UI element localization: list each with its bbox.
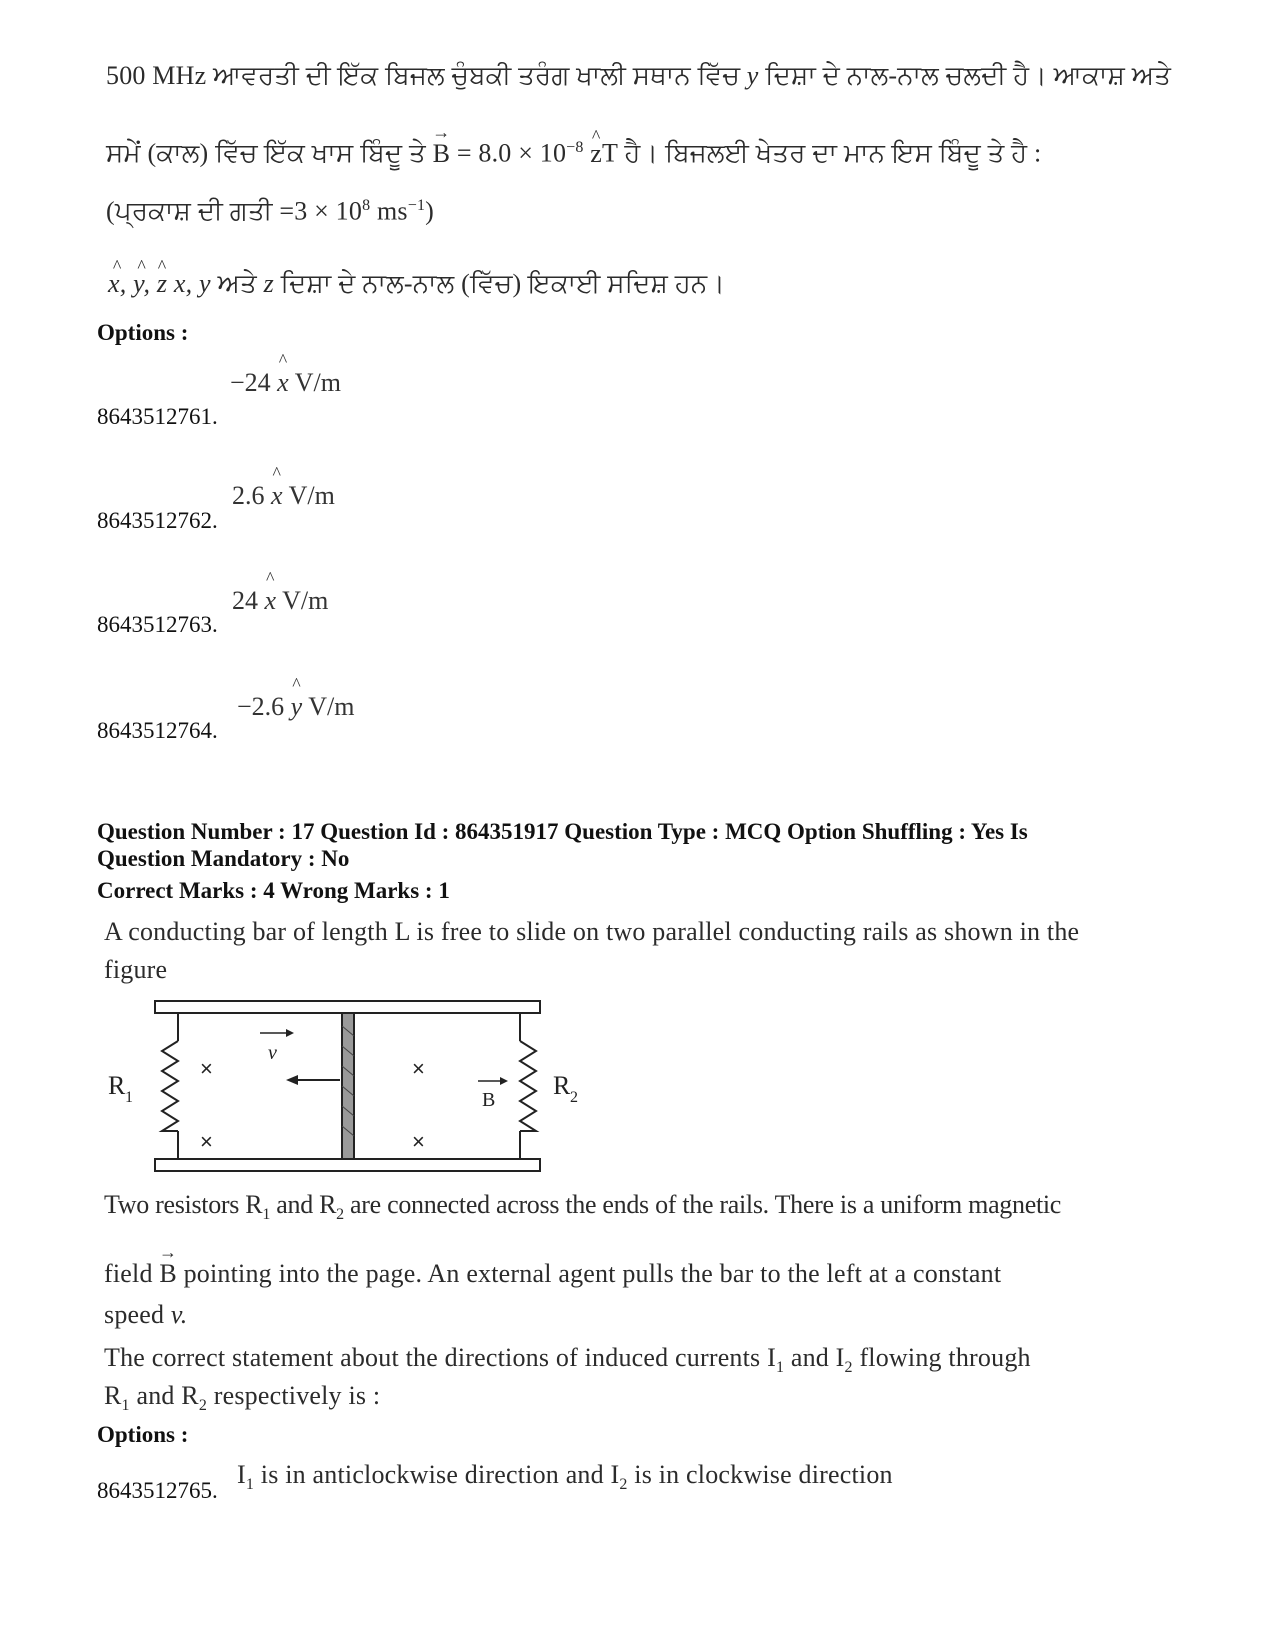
option-unit: V/m <box>282 586 329 615</box>
sub: 2 <box>619 1476 628 1494</box>
q17-marks: Correct Marks : 4 Wrong Marks : 1 <box>97 878 450 903</box>
q16-tesla: T <box>602 138 618 168</box>
q16-and: ਅਤੇ <box>217 269 257 298</box>
q16-light-value: =3 × 10 <box>279 196 363 226</box>
q16-line4 <box>108 264 725 304</box>
q16-light-unit: ms <box>376 196 408 226</box>
q17-para1 <box>104 1185 1061 1235</box>
q16-z: z <box>263 269 274 298</box>
b-vector: → B <box>433 134 451 174</box>
x-hat: ^ x <box>265 586 277 616</box>
rail-circuit-figure <box>100 996 590 1176</box>
option-unit: V/m <box>288 481 335 510</box>
sub: 1 <box>121 1397 130 1415</box>
q16-light-exp: 8 <box>362 197 371 214</box>
resistor-r1 <box>162 1041 178 1131</box>
field-cross: × <box>412 1129 425 1154</box>
option-1-id: 8643512761. <box>97 404 218 429</box>
b-vector: → B <box>159 1254 177 1294</box>
option-coef: 24 <box>232 586 258 615</box>
option-coef: −24 <box>230 368 271 397</box>
q16-light-unit-exp: −1 <box>407 197 426 214</box>
x-hat: ^ x, <box>108 264 126 304</box>
text: pointing into the page. An external agent pulls the bar to the left at a constant <box>183 1259 1002 1288</box>
q16-line1-text2: ਦਿਸ਼ਾ ਦੇ ਨਾਲ-ਨਾਲ ਚਲਦੀ ਹੈ। ਆਕਾਸ਼ ਅਤੇ <box>765 61 1172 90</box>
option-coef: 2.6 <box>232 481 265 510</box>
text: The correct statement about the directions of induced currents I <box>104 1343 776 1372</box>
sub: 1 <box>262 1206 271 1224</box>
q16-line4-text: ਦਿਸ਼ਾ ਦੇ ਨਾਲ-ਨਾਲ (ਵਿੱਚ) ਇਕਾਈ ਸਦਿਸ਼ ਹਨ। <box>280 269 726 298</box>
q17-header-line2: Question Mandatory : No <box>97 846 350 871</box>
option-1-expr[interactable] <box>230 368 341 398</box>
text: and R <box>136 1381 199 1410</box>
q16-freq: 500 MHz <box>106 61 207 90</box>
q16-light-label: (ਪ੍ਰਕਾਸ਼ ਦੀ ਗਤੀ <box>106 196 273 226</box>
text: I <box>237 1460 246 1489</box>
text: field <box>104 1259 153 1288</box>
z-hat-2: ^ z <box>157 264 167 304</box>
sub: 2 <box>198 1397 208 1415</box>
y-hat: ^ y, <box>133 264 150 304</box>
text: speed <box>104 1300 165 1329</box>
option-2-id: 8643512762. <box>97 508 218 533</box>
q16-b-value: = 8.0 × 10 <box>456 138 567 168</box>
x-hat: ^ x <box>271 481 283 511</box>
q16-b-exp: −8 <box>566 139 584 156</box>
x-hat: ^ x <box>277 368 289 398</box>
r2-label: R <box>553 1071 571 1100</box>
field-cross: × <box>200 1056 213 1081</box>
q17-options-label: Options : <box>97 1422 189 1447</box>
sub: 1 <box>245 1476 255 1494</box>
r2-sub: 2 <box>570 1089 578 1106</box>
option-3-id: 8643512763. <box>97 612 218 637</box>
q16-xy: x, y <box>173 269 211 298</box>
option-3-expr[interactable] <box>232 586 328 616</box>
option-4-id: 8643512764. <box>97 718 218 743</box>
field-cross: × <box>412 1056 425 1081</box>
q16-line2-text: ਸਮੇਂ (ਕਾਲ) ਵਿੱਚ ਇੱਕ ਖਾਸ ਬਿੰਦੂ ਤੇ <box>106 138 426 168</box>
z-hat: ^ z <box>590 134 602 174</box>
field-label: B <box>482 1089 496 1111</box>
option-4-expr[interactable] <box>237 692 354 722</box>
top-rail <box>155 1001 540 1013</box>
option-coef: −2.6 <box>237 692 285 721</box>
q17-para3 <box>104 1295 187 1335</box>
q17-option-1-id: 8643512765. <box>97 1478 218 1503</box>
text: is in anticlockwise direction and I <box>260 1460 620 1489</box>
q17-option-1-text[interactable] <box>237 1455 893 1505</box>
text: Two resistors R <box>104 1190 263 1219</box>
option-unit: V/m <box>294 368 341 397</box>
option-2-expr[interactable] <box>232 481 335 511</box>
q17-para5 <box>104 1376 380 1426</box>
text: respectively is : <box>213 1381 381 1410</box>
sub: 2 <box>844 1359 853 1377</box>
q16-close-paren: ) <box>425 196 435 226</box>
sub: 1 <box>775 1359 785 1377</box>
option-unit: V/m <box>308 692 355 721</box>
sub: 2 <box>336 1206 344 1224</box>
text: and R <box>276 1190 337 1219</box>
speed-var: v. <box>170 1300 188 1329</box>
text: flowing through <box>859 1343 1031 1372</box>
q17-header-line1: Question Number : 17 Question Id : 864351917 Question Type : MCQ Option Shuffling : Yes Is <box>97 819 1028 844</box>
text: is in clockwise direction <box>634 1460 893 1489</box>
bottom-rail <box>155 1159 540 1171</box>
velocity-label: v <box>268 1042 277 1064</box>
field-cross: × <box>200 1129 213 1154</box>
q17-intro-line2: figure <box>104 955 168 984</box>
text: R <box>104 1381 122 1410</box>
q16-line2 <box>106 128 1041 174</box>
r1-sub: 1 <box>125 1089 133 1106</box>
text: are connected across the ends of the rails. There is a uniform magnetic <box>350 1190 1062 1219</box>
q16-y-var: y <box>746 61 759 90</box>
q16-line3 <box>106 186 434 232</box>
q16-options-label: Options : <box>97 320 189 345</box>
q16-line1 <box>106 56 1171 96</box>
q17-para2 <box>104 1254 1001 1294</box>
q16-line1-text: ਆਵਰਤੀ ਦੀ ਇੱਕ ਬਿਜਲ ਚੁੰਬਕੀ ਤਰੰਗ ਖਾਲੀ ਸਥਾਨ ਵਿੱਚ <box>213 61 741 90</box>
resistor-r2 <box>520 1041 536 1131</box>
y-hat: ^ y <box>291 692 303 722</box>
r1-label: R <box>108 1071 126 1100</box>
text: and I <box>790 1343 845 1372</box>
q17-intro-line1: A conducting bar of length L is free to slide on two parallel conducting rails as shown in the <box>104 917 1080 946</box>
q16-line2-text2: ਹੈ। ਬਿਜਲਈ ਖੇਤਰ ਦਾ ਮਾਨ ਇਸ ਬਿੰਦੂ ਤੇ ਹੈ : <box>624 138 1042 168</box>
